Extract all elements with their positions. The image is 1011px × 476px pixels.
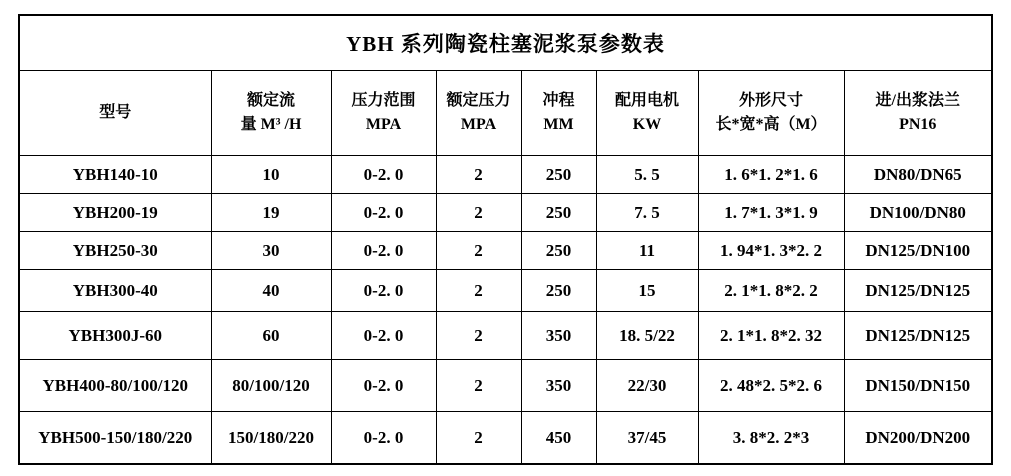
cell-motor-power: 5. 5 — [596, 156, 698, 194]
cell-dimensions: 1. 7*1. 3*1. 9 — [698, 194, 844, 232]
header-motor-power-line1: 配用电机 — [614, 92, 679, 109]
cell-model: YBH140-10 — [19, 156, 211, 194]
cell-rated-flow: 60 — [211, 312, 331, 360]
table-row — [19, 412, 992, 465]
cell-model: YBH200-19 — [19, 194, 211, 232]
cell-pressure-range: 0-2. 0 — [331, 194, 436, 232]
cell-motor-power: 18. 5/22 — [596, 312, 698, 360]
cell-stroke: 350 — [521, 360, 596, 412]
cell-rated-flow: 150/180/220 — [211, 412, 331, 465]
cell-stroke: 250 — [521, 232, 596, 270]
header-flange — [844, 71, 992, 156]
header-rated-flow — [211, 71, 331, 156]
cell-rated-flow: 80/100/120 — [211, 360, 331, 412]
cell-flange: DN80/DN65 — [844, 156, 992, 194]
cell-flange: DN125/DN125 — [844, 312, 992, 360]
cell-flange: DN125/DN125 — [844, 270, 992, 312]
cell-rated-pressure: 2 — [436, 412, 521, 465]
header-pressure-range-line2: MPA — [365, 116, 402, 133]
header-rated-pressure-line2: MPA — [460, 116, 497, 133]
header-rated-flow-line1: 额定流 — [246, 92, 295, 109]
cell-stroke: 250 — [521, 270, 596, 312]
header-stroke-line1: 冲程 — [542, 92, 575, 109]
header-stroke-line2: MM — [543, 116, 574, 133]
header-motor-power-line2: KW — [632, 116, 662, 133]
header-flange-line1: 进/出浆法兰 — [875, 92, 960, 109]
header-model — [19, 71, 211, 156]
cell-dimensions: 1. 94*1. 3*2. 2 — [698, 232, 844, 270]
header-stroke — [521, 71, 596, 156]
cell-pressure-range: 0-2. 0 — [331, 232, 436, 270]
header-row — [19, 71, 992, 156]
header-motor-power — [596, 71, 698, 156]
table-title: YBH 系列陶瓷柱塞泥浆泵参数表 — [19, 15, 992, 71]
cell-dimensions: 1. 6*1. 2*1. 6 — [698, 156, 844, 194]
title-row — [19, 15, 992, 71]
cell-flange: DN150/DN150 — [844, 360, 992, 412]
cell-model: YBH400-80/100/120 — [19, 360, 211, 412]
cell-rated-pressure: 2 — [436, 312, 521, 360]
cell-dimensions: 2. 1*1. 8*2. 2 — [698, 270, 844, 312]
cell-rated-pressure: 2 — [436, 156, 521, 194]
cell-rated-pressure: 2 — [436, 194, 521, 232]
table-row — [19, 270, 992, 312]
cell-pressure-range: 0-2. 0 — [331, 270, 436, 312]
cell-motor-power: 11 — [596, 232, 698, 270]
cell-rated-flow: 40 — [211, 270, 331, 312]
cell-rated-pressure: 2 — [436, 270, 521, 312]
cell-model: YBH500-150/180/220 — [19, 412, 211, 465]
cell-dimensions: 2. 48*2. 5*2. 6 — [698, 360, 844, 412]
cell-model: YBH250-30 — [19, 232, 211, 270]
cell-dimensions: 2. 1*1. 8*2. 32 — [698, 312, 844, 360]
cell-stroke: 350 — [521, 312, 596, 360]
table-row — [19, 232, 992, 270]
header-rated-pressure — [436, 71, 521, 156]
table-row — [19, 156, 992, 194]
table-row — [19, 360, 992, 412]
table-row — [19, 312, 992, 360]
header-pressure-range — [331, 71, 436, 156]
cell-motor-power: 15 — [596, 270, 698, 312]
header-rated-pressure-line1: 额定压力 — [446, 92, 511, 109]
cell-stroke: 250 — [521, 156, 596, 194]
header-flange-line2: PN16 — [899, 116, 937, 133]
cell-flange: DN125/DN100 — [844, 232, 992, 270]
cell-rated-pressure: 2 — [436, 360, 521, 412]
cell-motor-power: 37/45 — [596, 412, 698, 465]
header-pressure-range-line1: 压力范围 — [351, 92, 416, 109]
cell-rated-flow: 19 — [211, 194, 331, 232]
cell-motor-power: 22/30 — [596, 360, 698, 412]
cell-model: YBH300J-60 — [19, 312, 211, 360]
header-dimensions-line1: 外形尺寸 — [738, 92, 803, 109]
cell-rated-pressure: 2 — [436, 232, 521, 270]
header-rated-flow-line2: 量 M³ /H — [240, 116, 302, 133]
header-model-line1: 型号 — [99, 104, 132, 121]
cell-pressure-range: 0-2. 0 — [331, 156, 436, 194]
header-dimensions-line2: 长*宽*高（M） — [715, 116, 827, 133]
cell-pressure-range: 0-2. 0 — [331, 312, 436, 360]
cell-rated-flow: 30 — [211, 232, 331, 270]
header-dimensions — [698, 71, 844, 156]
cell-stroke: 450 — [521, 412, 596, 465]
pump-parameters-table — [18, 14, 993, 465]
cell-pressure-range: 0-2. 0 — [331, 360, 436, 412]
cell-flange: DN100/DN80 — [844, 194, 992, 232]
cell-rated-flow: 10 — [211, 156, 331, 194]
cell-stroke: 250 — [521, 194, 596, 232]
table-row — [19, 194, 992, 232]
cell-flange: DN200/DN200 — [844, 412, 992, 465]
cell-motor-power: 7. 5 — [596, 194, 698, 232]
cell-dimensions: 3. 8*2. 2*3 — [698, 412, 844, 465]
cell-pressure-range: 0-2. 0 — [331, 412, 436, 465]
cell-model: YBH300-40 — [19, 270, 211, 312]
